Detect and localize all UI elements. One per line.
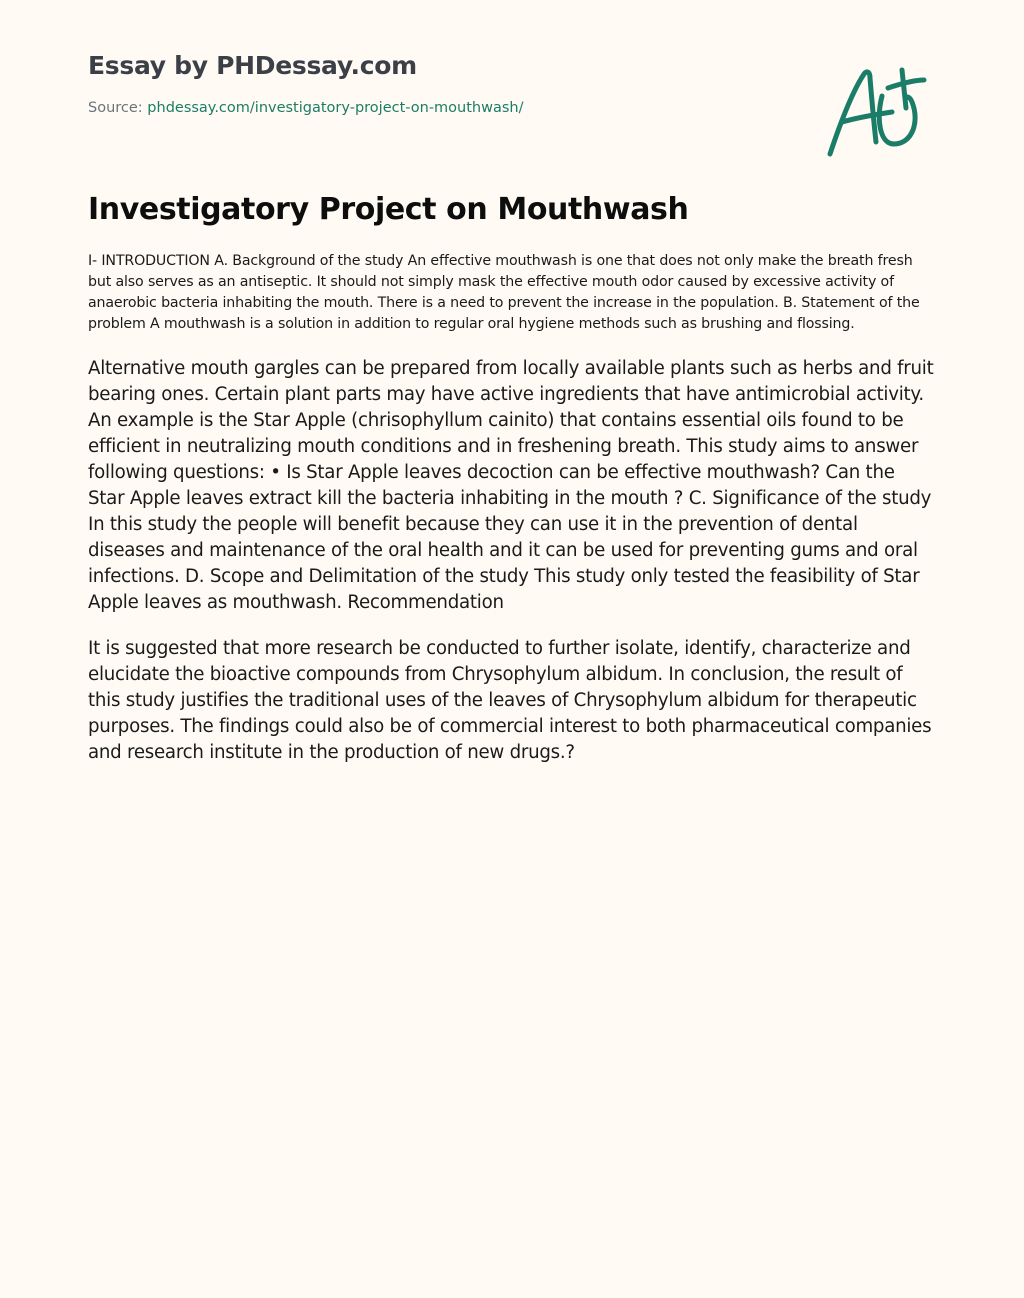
- recommendation-paragraph: It is suggested that more research be conducted to further isolate, identify, characterize and elucidate the bioactive compounds from Chrysophylum albidum. In conclusion, the result of this study justifies the traditional uses of the leaves of Chrysophylum albidum for therapeutic purposes. The findings could also be of commercial interest to both pharmaceutical companies and research institute in the production of new drugs.?: [88, 638, 932, 763]
- page-header: [88, 48, 788, 118]
- article-title: Investigatory Project on Mouthwash: [88, 192, 689, 227]
- article-body: [88, 251, 936, 786]
- source-label: Source:: [88, 100, 148, 116]
- site-brand: Essay by PHDessay.com: [88, 51, 417, 80]
- a-plus-grade-icon: [822, 62, 932, 162]
- intro-paragraph: I- INTRODUCTION A. Background of the study An effective mouthwash is one that does not only make the breath fresh but also serves as an antiseptic. It should not simply mask the effective mouth odor caused by excessive activity of anaerobic bacteria inhabiting the mouth. There is a need to prevent the increase in the population. B. Statement of the problem A mouthwash is a solution in addition to regular oral hygiene methods such as brushing and flossing.: [88, 253, 920, 332]
- source-line: [88, 98, 788, 118]
- source-link[interactable]: phdessay.com/investigatory-project-on-mouthwash/: [147, 100, 524, 116]
- body-paragraph: Alternative mouth gargles can be prepared from locally available plants such as herbs and fruit bearing ones. Certain plant parts may have active ingredients that have antimicrobial activity. An example is the Star Apple (chrisophyllum cainito) that contains essential oils found to be efficient in neutralizing mouth conditions and in freshening breath. This study aims to answer following questions: • Is Star Apple leaves decoction can be effective mouthwash? Can the Star Apple leaves extract kill the bacteria inhabiting in the mouth ? C. Significance of the study In this study the people will benefit because they can use it in the prevention of dental diseases and maintenance of the oral health and it can be used for preventing gums and oral infections. D. Scope and Delimitation of the study This study only tested the feasibility of Star Apple leaves as mouthwash. Recommendation: [88, 358, 934, 613]
